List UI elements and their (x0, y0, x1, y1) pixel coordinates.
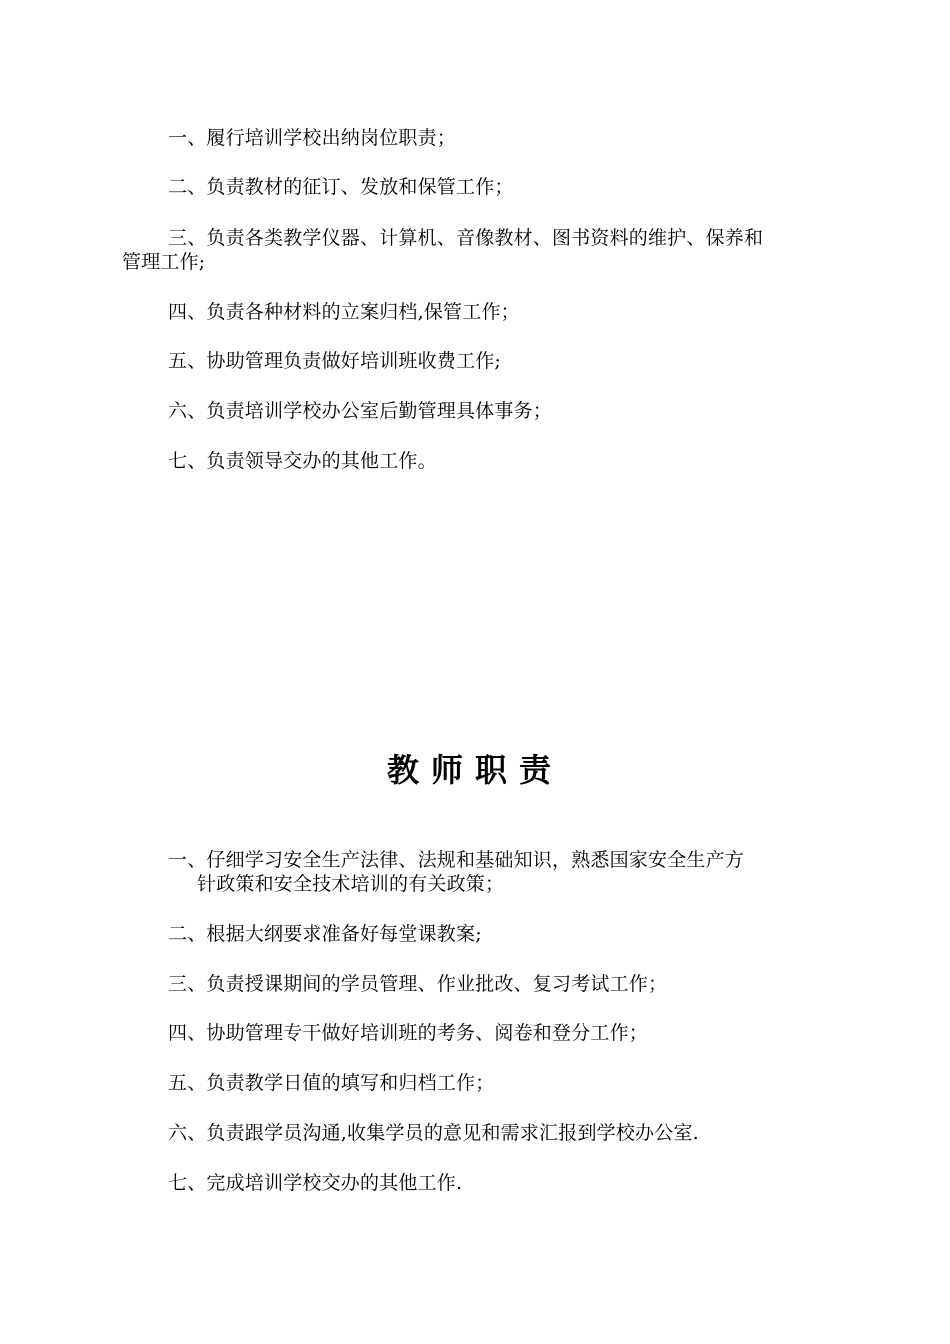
teacher-duty-item-4: 四、协助管理专干做好培训班的考务、阅卷和登分工作； (168, 1022, 649, 1044)
duty-item-2: 二、负责教材的征订、发放和保管工作； (168, 176, 514, 198)
duty-item-4: 四、负责各种材料的立案归档,保管工作； (168, 301, 520, 323)
teacher-duty-item-5: 五、负责教学日值的填写和归档工作； (168, 1072, 495, 1094)
section-title: 教师职责 (386, 751, 563, 789)
teacher-duty-item-7: 七、完成培训学校交办的其他工作. (168, 1172, 463, 1194)
teacher-duty-item-2: 二、根据大纲要求准备好每堂课教案; (168, 923, 482, 945)
duty-item-7: 七、负责领导交办的其他工作。 (168, 450, 437, 472)
duty-item-3: 三、负责各类教学仪器、计算机、音像教材、图书资料的维护、保养和 (168, 227, 764, 249)
duty-item-1: 一、履行培训学校出纳岗位职责； (168, 127, 457, 149)
duty-item-6: 六、负责培训学校办公室后勤管理具体事务； (168, 400, 553, 422)
duty-item-5: 五、协助管理负责做好培训班收费工作; (168, 350, 502, 372)
teacher-duty-item-1-continued: 针政策和安全技术培训的有关政策； (197, 873, 505, 895)
duty-item-3-continued: 管理工作; (122, 251, 206, 273)
teacher-duty-item-3: 三、负责授课期间的学员管理、作业批改、复习考试工作； (168, 973, 668, 995)
teacher-duty-item-1: 一、仔细学习安全生产法律、法规和基础知识，熟悉国家安全生产方 (168, 849, 745, 871)
teacher-duty-item-6: 六、负责跟学员沟通,收集学员的意见和需求汇报到学校办公室. (168, 1122, 699, 1144)
